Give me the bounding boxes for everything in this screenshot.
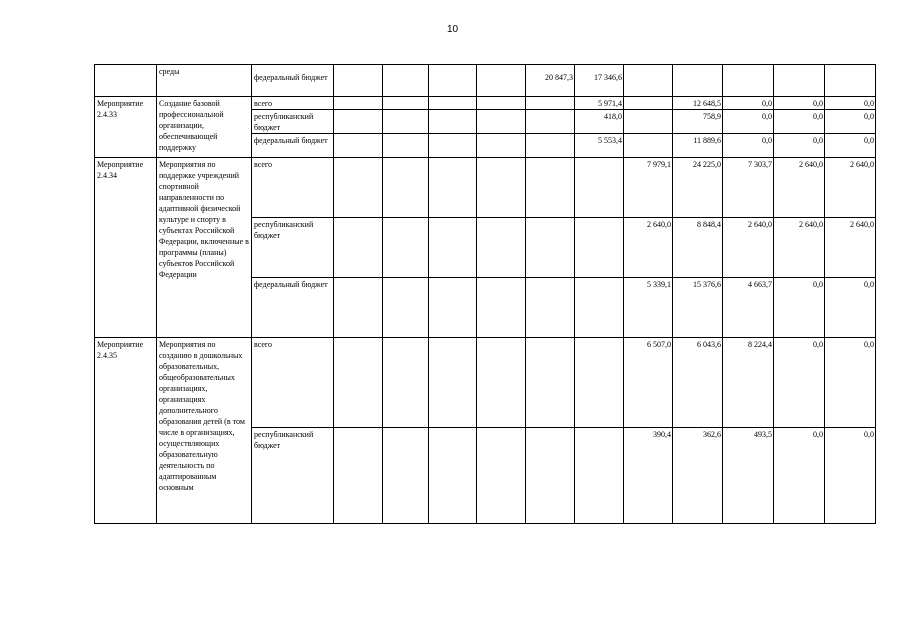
value-cell — [624, 110, 673, 134]
value-cell — [477, 110, 526, 134]
value-cell — [383, 218, 429, 278]
value-cell — [429, 110, 477, 134]
value-cell: 0,0 — [774, 338, 825, 428]
value-cell — [526, 218, 575, 278]
value-cell: 0,0 — [825, 278, 876, 338]
value-cell: 12 648,5 — [673, 97, 723, 110]
budget-table — [94, 64, 876, 524]
value-cell: 390,4 — [624, 428, 673, 524]
value-cell — [429, 134, 477, 158]
value-cell — [624, 134, 673, 158]
value-cell: 2 640,0 — [774, 218, 825, 278]
page-number: 10 — [446, 24, 459, 35]
value-cell: 0,0 — [774, 428, 825, 524]
value-cell — [723, 65, 774, 97]
value-cell — [383, 428, 429, 524]
value-cell — [477, 218, 526, 278]
table-row — [95, 338, 876, 428]
value-cell — [624, 97, 673, 110]
funding-source-cell: республиканский бюджет — [252, 110, 334, 134]
value-cell — [526, 110, 575, 134]
measure-id-cell — [95, 65, 157, 97]
value-cell: 0,0 — [774, 278, 825, 338]
value-cell: 2 640,0 — [825, 158, 876, 218]
value-cell: 0,0 — [825, 110, 876, 134]
value-cell: 0,0 — [774, 110, 825, 134]
value-cell — [575, 278, 624, 338]
value-cell — [383, 97, 429, 110]
table-row — [95, 65, 876, 97]
value-cell — [575, 218, 624, 278]
value-cell: 6 507,0 — [624, 338, 673, 428]
value-cell — [575, 158, 624, 218]
value-cell — [429, 218, 477, 278]
value-cell: 7 979,1 — [624, 158, 673, 218]
value-cell: 5 339,1 — [624, 278, 673, 338]
value-cell: 5 971,4 — [575, 97, 624, 110]
value-cell: 0,0 — [723, 110, 774, 134]
value-cell — [575, 338, 624, 428]
value-cell — [477, 428, 526, 524]
value-cell — [334, 97, 383, 110]
value-cell — [477, 134, 526, 158]
funding-source-cell: федеральный бюджет — [252, 65, 334, 97]
measure-name-cell: Мероприятия по созданию в дошкольных образовательных, общеобразовательных организациях, организациях дополнительного образования детей (в том числе в организациях, осуществляющих образовательную деятельность по адаптированным основным — [157, 338, 252, 524]
value-cell — [526, 97, 575, 110]
value-cell — [334, 65, 383, 97]
value-cell — [526, 158, 575, 218]
value-cell — [334, 338, 383, 428]
value-cell — [673, 65, 723, 97]
value-cell: 2 640,0 — [723, 218, 774, 278]
table-row — [95, 97, 876, 110]
value-cell — [526, 428, 575, 524]
value-cell: 418,0 — [575, 110, 624, 134]
value-cell — [429, 158, 477, 218]
value-cell: 758,9 — [673, 110, 723, 134]
value-cell: 0,0 — [825, 134, 876, 158]
value-cell — [334, 110, 383, 134]
value-cell — [477, 65, 526, 97]
value-cell — [774, 65, 825, 97]
value-cell: 8 848,4 — [673, 218, 723, 278]
table-row — [95, 158, 876, 218]
value-cell: 20 847,3 — [526, 65, 575, 97]
value-cell — [429, 278, 477, 338]
value-cell — [383, 158, 429, 218]
value-cell — [477, 278, 526, 338]
value-cell — [429, 65, 477, 97]
value-cell: 0,0 — [825, 338, 876, 428]
value-cell: 11 889,6 — [673, 134, 723, 158]
funding-source-cell: республиканский бюджет — [252, 428, 334, 524]
measure-id-cell: Мероприятие 2.4.33 — [95, 97, 157, 158]
value-cell: 0,0 — [723, 97, 774, 110]
value-cell: 6 043,6 — [673, 338, 723, 428]
value-cell — [334, 428, 383, 524]
value-cell — [526, 134, 575, 158]
value-cell: 0,0 — [825, 97, 876, 110]
value-cell — [383, 278, 429, 338]
funding-source-cell: всего — [252, 158, 334, 218]
value-cell: 4 663,7 — [723, 278, 774, 338]
value-cell: 0,0 — [825, 428, 876, 524]
value-cell: 2 640,0 — [624, 218, 673, 278]
value-cell — [334, 218, 383, 278]
value-cell — [477, 97, 526, 110]
value-cell: 5 553,4 — [575, 134, 624, 158]
value-cell: 493,5 — [723, 428, 774, 524]
value-cell: 8 224,4 — [723, 338, 774, 428]
measure-name-cell: Создание базовой профессиональной организации, обеспечивающей поддержку — [157, 97, 252, 158]
measure-name-cell: Мероприятия по поддержке учреждений спортивной направленности по адаптивной физической культуре и спорту в субъектах Российской Федерации, включенные в программы (планы) субъектов Российской Федерации — [157, 158, 252, 338]
funding-source-cell: республиканский бюджет — [252, 218, 334, 278]
value-cell — [575, 428, 624, 524]
value-cell: 0,0 — [723, 134, 774, 158]
value-cell: 2 640,0 — [825, 218, 876, 278]
value-cell — [477, 338, 526, 428]
measure-id-cell: Мероприятие 2.4.34 — [95, 158, 157, 338]
budget-table-viewport — [94, 67, 874, 532]
measure-name-cell: среды — [157, 65, 252, 97]
value-cell — [624, 65, 673, 97]
value-cell — [526, 278, 575, 338]
funding-source-cell: всего — [252, 338, 334, 428]
value-cell — [429, 338, 477, 428]
funding-source-cell: федеральный бюджет — [252, 134, 334, 158]
value-cell — [383, 338, 429, 428]
value-cell — [334, 158, 383, 218]
value-cell: 7 303,7 — [723, 158, 774, 218]
value-cell: 362,6 — [673, 428, 723, 524]
value-cell — [334, 278, 383, 338]
value-cell — [334, 134, 383, 158]
value-cell — [526, 338, 575, 428]
value-cell: 24 225,0 — [673, 158, 723, 218]
value-cell — [429, 97, 477, 110]
value-cell: 17 346,6 — [575, 65, 624, 97]
value-cell: 0,0 — [774, 97, 825, 110]
funding-source-cell: всего — [252, 97, 334, 110]
measure-id-cell: Мероприятие 2.4.35 — [95, 338, 157, 524]
value-cell: 0,0 — [774, 134, 825, 158]
value-cell — [383, 110, 429, 134]
value-cell — [383, 134, 429, 158]
value-cell — [477, 158, 526, 218]
funding-source-cell: федеральный бюджет — [252, 278, 334, 338]
value-cell: 15 376,6 — [673, 278, 723, 338]
value-cell — [429, 428, 477, 524]
value-cell — [383, 65, 429, 97]
value-cell — [825, 65, 876, 97]
value-cell: 2 640,0 — [774, 158, 825, 218]
